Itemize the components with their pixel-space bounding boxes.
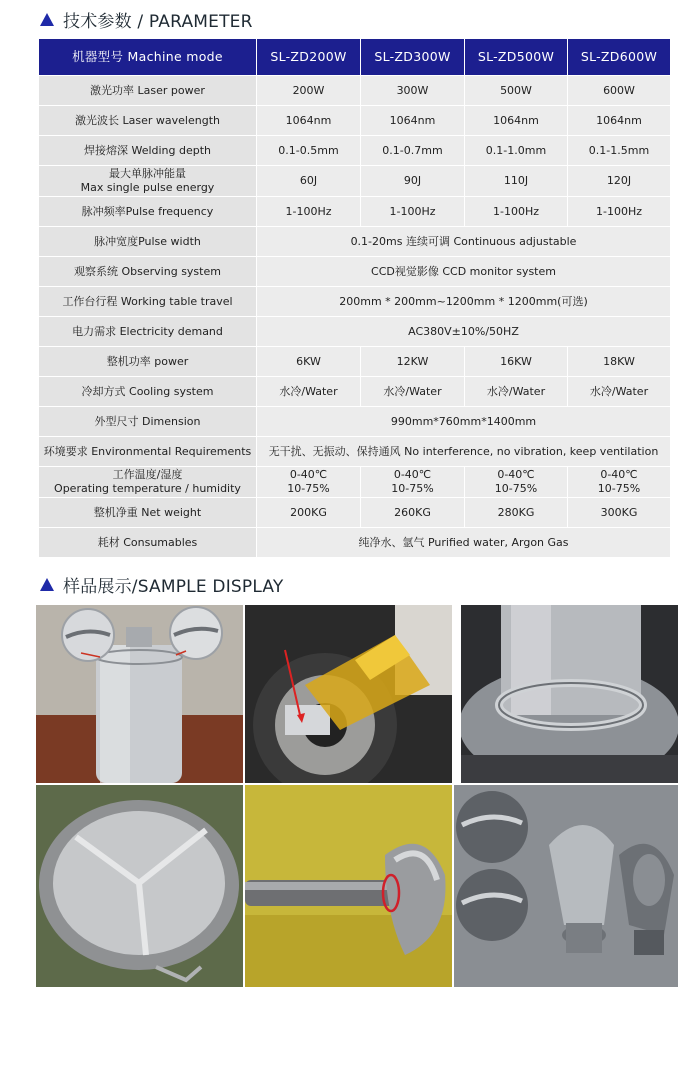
row-label: 工作台行程 Working table travel [39, 287, 257, 317]
row-value: 60J [257, 166, 361, 197]
row-label: 冷却方式 Cooling system [39, 377, 257, 407]
row-label: 激光波长 Laser wavelength [39, 106, 257, 136]
row-label: 工作温度/湿度 Operating temperature / humidity [39, 467, 257, 498]
row-label: 整机净重 Net weight [39, 498, 257, 528]
row-label: 激光功率 Laser power [39, 76, 257, 106]
table-row [39, 106, 671, 136]
row-value: 280KG [465, 498, 568, 528]
row-value: 0.1-0.5mm [257, 136, 361, 166]
row-value: 200W [257, 76, 361, 106]
row-value: 12KW [361, 347, 465, 377]
row-value: 18KW [568, 347, 671, 377]
row-label: 观察系统 Observing system [39, 257, 257, 287]
row-value: 300W [361, 76, 465, 106]
row-value: 600W [568, 76, 671, 106]
row-label: 耗材 Consumables [39, 528, 257, 558]
row-value: 120J [568, 166, 671, 197]
table-row [39, 76, 671, 106]
table-row [39, 197, 671, 227]
row-value: 6KW [257, 347, 361, 377]
row-label: 外型尺寸 Dimension [39, 407, 257, 437]
row-value: 1064nm [361, 106, 465, 136]
row-value-span: AC380V±10%/50HZ [257, 317, 671, 347]
table-row [39, 377, 671, 407]
row-value: 200KG [257, 498, 361, 528]
row-value-span: 990mm*760mm*1400mm [257, 407, 671, 437]
sample-gallery [36, 605, 678, 987]
row-label: 脉冲频率Pulse frequency [39, 197, 257, 227]
row-value: 0-40℃ 10-75% [257, 467, 361, 498]
row-value: 1064nm [465, 106, 568, 136]
row-value: 0.1-1.5mm [568, 136, 671, 166]
table-row [39, 407, 671, 437]
row-label: 脉冲宽度Pulse width [39, 227, 257, 257]
header-model: SL-ZD600W [568, 39, 671, 76]
table-row [39, 347, 671, 377]
table-row [39, 498, 671, 528]
row-label: 焊接熔深 Welding depth [39, 136, 257, 166]
ladle-handle-weld-photo [245, 785, 452, 987]
row-label: 整机功率 power [39, 347, 257, 377]
table-row [39, 317, 671, 347]
row-value: 90J [361, 166, 465, 197]
header-model: SL-ZD500W [465, 39, 568, 76]
table-row [39, 528, 671, 558]
header-model: SL-ZD300W [361, 39, 465, 76]
laser-welding-spot-photo [245, 605, 452, 783]
row-value: 水冷/Water [257, 377, 361, 407]
row-label: 最大单脉冲能量 Max single pulse energy [39, 166, 257, 197]
steel-pan-divider-photo [36, 785, 243, 987]
table-row [39, 257, 671, 287]
table-row [39, 437, 671, 467]
row-value: 260KG [361, 498, 465, 528]
row-value-span: CCD视觉影像 CCD monitor system [257, 257, 671, 287]
row-value: 0.1-1.0mm [465, 136, 568, 166]
row-value: 0-40℃ 10-75% [361, 467, 465, 498]
table-row [39, 467, 671, 498]
row-value: 1064nm [257, 106, 361, 136]
row-value: 16KW [465, 347, 568, 377]
circular-weld-seam-photo [461, 605, 678, 783]
row-value: 0.1-0.7mm [361, 136, 465, 166]
row-value-span: 无干扰、无振动、保持通风 No interference, no vibration, keep ventilation [257, 437, 671, 467]
parameter-section-title [40, 6, 253, 32]
row-value-span: 200mm * 200mm~1200mm * 1200mm(可选) [257, 287, 671, 317]
triangle-icon [40, 578, 54, 591]
table-header-row [39, 39, 671, 76]
row-value: 0-40℃ 10-75% [568, 467, 671, 498]
row-value: 1064nm [568, 106, 671, 136]
row-value: 水冷/Water [465, 377, 568, 407]
row-value: 1-100Hz [257, 197, 361, 227]
row-value: 1-100Hz [568, 197, 671, 227]
row-value: 300KG [568, 498, 671, 528]
table-row [39, 166, 671, 197]
row-value: 110J [465, 166, 568, 197]
parameter-table [38, 38, 671, 558]
stainless-bottle-weld-photo [36, 605, 243, 783]
triangle-icon [40, 13, 54, 26]
table-row [39, 227, 671, 257]
header-model: SL-ZD200W [257, 39, 361, 76]
row-value: 水冷/Water [361, 377, 465, 407]
row-value: 1-100Hz [361, 197, 465, 227]
row-value-span: 0.1-20ms 连续可调 Continuous adjustable [257, 227, 671, 257]
header-machine-mode: 机器型号 Machine mode [39, 39, 257, 76]
sample-title-text: 样品展示/SAMPLE DISPLAY [63, 576, 284, 597]
sample-section-title [40, 571, 284, 597]
row-value: 500W [465, 76, 568, 106]
row-label: 电力需求 Electricity demand [39, 317, 257, 347]
parameter-title-text: 技术参数 / PARAMETER [63, 11, 253, 32]
row-value: 水冷/Water [568, 377, 671, 407]
row-label: 环境要求 Environmental Requirements [39, 437, 257, 467]
row-value: 1-100Hz [465, 197, 568, 227]
pipe-fitting-weld-photo [454, 785, 678, 987]
row-value: 0-40℃ 10-75% [465, 467, 568, 498]
row-value-span: 纯净水、氩气 Purified water, Argon Gas [257, 528, 671, 558]
table-row [39, 136, 671, 166]
table-row [39, 287, 671, 317]
table-body [39, 76, 671, 558]
